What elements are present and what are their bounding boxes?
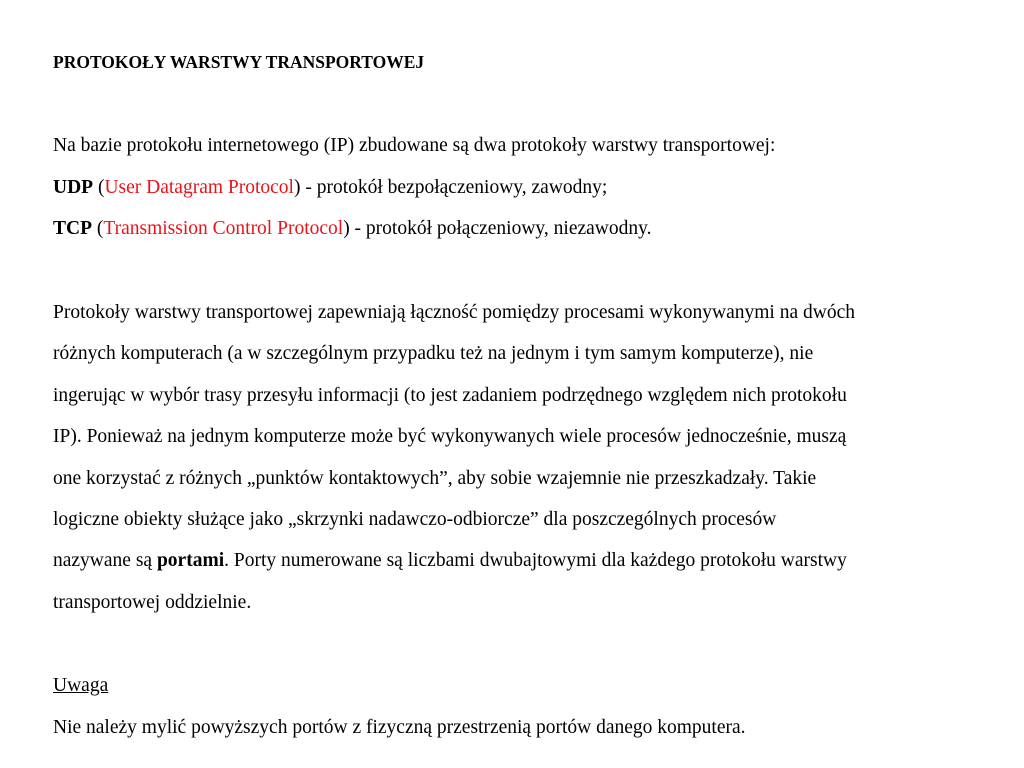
protocol-full-name: User Datagram Protocol <box>104 177 294 198</box>
protocol-abbr: UDP <box>53 177 94 198</box>
paragraph-line: logiczne obiekty służące jako „skrzynki nadawczo-odbiorcze” dla poszczególnych procesów <box>53 509 777 530</box>
paragraph-line: one korzystać z różnych „punktów kontaktowych”, aby sobie wzajemnie nie przeszkadzały. Takie <box>53 468 817 489</box>
slide-title: PROTOKOŁY WARSTWY TRANSPORTOWEJ <box>53 52 425 72</box>
protocol-description: ) - protokół bezpołączeniowy, zawodny; <box>293 177 608 198</box>
note-text: Nie należy mylić powyższych portów z fizyczną przestrzenią portów danego komputera. <box>53 717 746 738</box>
paragraph-line: Protokoły warstwy transportowej zapewniają łączność pomiędzy procesami wykonywanymi na dwóch <box>53 302 855 323</box>
ports-prefix: nazywane są <box>53 550 157 571</box>
protocol-full-name: Transmission Control Protocol <box>103 218 344 239</box>
protocol-udp <box>53 176 607 200</box>
note-heading: Uwaga <box>53 675 109 696</box>
paragraph-line: IP). Ponieważ na jednym komputerze może być wykonywanych wiele procesów jednocześnie, muszą <box>53 426 847 447</box>
paragraph-line: różnych komputerach (a w szczególnym przypadku też na jednym i tym samym komputerze), nie <box>53 343 814 364</box>
protocol-tcp <box>53 217 651 241</box>
paren-open: ( <box>92 218 104 239</box>
paren-open: ( <box>93 177 105 198</box>
protocol-description: ) - protokół połączeniowy, niezawodny. <box>343 218 652 239</box>
paragraph-line-ports <box>53 549 847 573</box>
ports-suffix: . Porty numerowane są liczbami dwubajtowymi dla każdego protokołu warstwy <box>224 550 847 571</box>
intro-text: Na bazie protokołu internetowego (IP) zbudowane są dwa protokoły warstwy transportowej: <box>53 135 776 156</box>
paragraph-line: transportowej oddzielnie. <box>53 592 252 613</box>
ports-term: portami <box>156 550 225 571</box>
paragraph-line: ingerując w wybór trasy przesyłu informacji (to jest zadaniem podrzędnego względem nich protokołu <box>53 385 847 406</box>
slide <box>53 0 1003 768</box>
protocol-abbr: TCP <box>53 218 92 239</box>
